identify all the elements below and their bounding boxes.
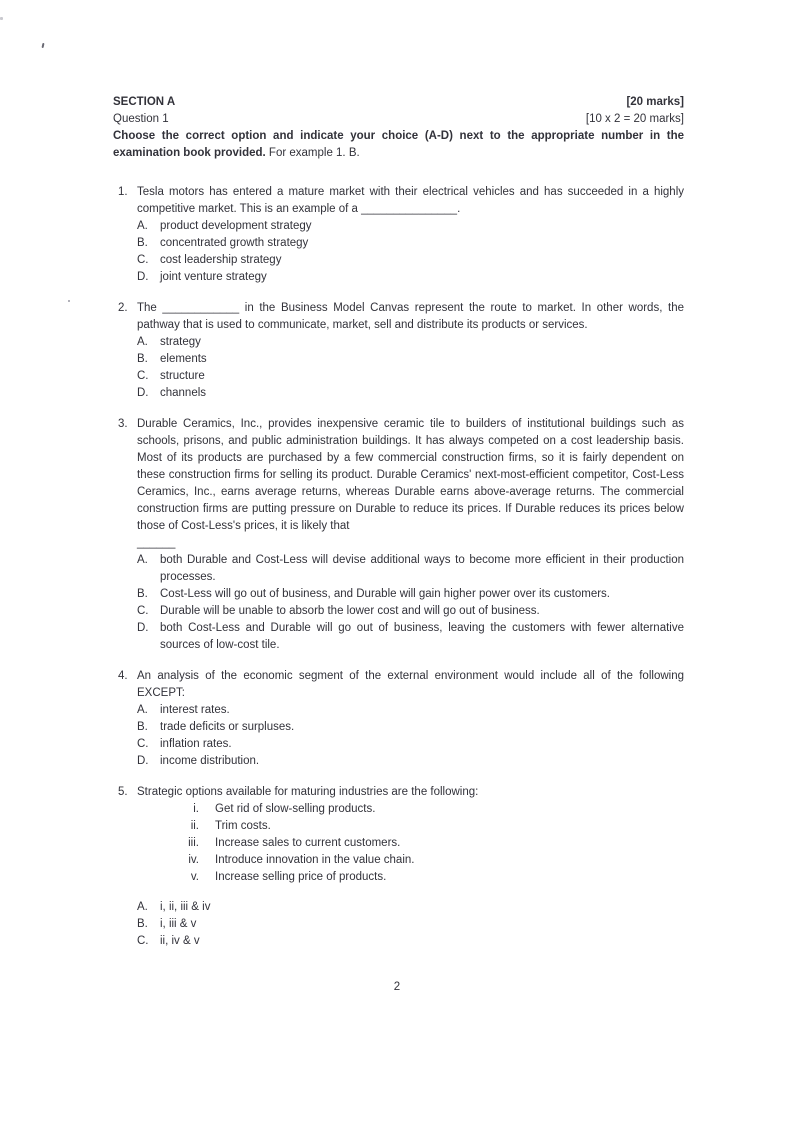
- question-list: [113, 184, 684, 950]
- page-number: 2: [393, 981, 401, 993]
- page-content: [113, 94, 684, 964]
- roman-numeral-label: iii.: [188, 837, 199, 849]
- option-text: joint venture strategy: [160, 271, 267, 283]
- roman-subitem-row: [137, 852, 684, 869]
- option-text: Cost-Less will go out of business, and Durable will gain higher power over its customers.: [160, 588, 610, 600]
- option-text: trade deficits or surpluses.: [160, 721, 295, 733]
- answer-blank-line: ______: [137, 537, 176, 549]
- subitem-text: Get rid of slow-selling products.: [215, 803, 376, 815]
- option-row: [137, 269, 684, 286]
- option-row: [137, 235, 684, 252]
- roman-numeral-label: iv.: [188, 854, 199, 866]
- option-row: [137, 218, 684, 235]
- option-text: income distribution.: [160, 755, 260, 767]
- question-number: 3.: [118, 418, 128, 430]
- option-text: elements: [160, 353, 207, 365]
- option-label: A.: [137, 901, 148, 913]
- question-number: 4.: [118, 670, 128, 682]
- question-text: An analysis of the economic segment of the external environment would include all of the following EXCEPT:: [137, 670, 684, 699]
- option-row: [137, 368, 684, 385]
- section-header-row: [113, 94, 684, 111]
- option-label: C.: [137, 370, 149, 382]
- option-text: Durable will be unable to absorb the lower cost and will go out of business.: [160, 605, 540, 617]
- option-text: interest rates.: [160, 704, 230, 716]
- question-header-row: [113, 111, 684, 128]
- scan-artifact-dot: [68, 300, 70, 302]
- option-label: B.: [137, 918, 148, 930]
- scan-artifact-edge-dot: [0, 17, 3, 20]
- roman-subitem-row: [137, 801, 684, 818]
- option-label: B.: [137, 353, 148, 365]
- option-row: [137, 586, 684, 603]
- question-body: [137, 784, 684, 950]
- option-row: [137, 719, 684, 736]
- question-item-1: [113, 184, 684, 286]
- option-label: D.: [137, 755, 149, 767]
- option-text: strategy: [160, 336, 201, 348]
- instruction-paragraph: [113, 128, 684, 162]
- option-label: C.: [137, 605, 149, 617]
- option-text: structure: [160, 370, 205, 382]
- question-item-3: [113, 416, 684, 654]
- roman-numeral-label: v.: [190, 871, 199, 883]
- option-row: [137, 916, 684, 933]
- option-text: cost leadership strategy: [160, 254, 282, 266]
- option-label: C.: [137, 254, 149, 266]
- subitem-text: Increase selling price of products.: [215, 871, 387, 883]
- roman-subitem-row: [137, 835, 684, 852]
- option-text: i, ii, iii & iv: [160, 901, 211, 913]
- option-text: concentrated growth strategy: [160, 237, 309, 249]
- roman-subitem-row: [137, 869, 684, 886]
- question-body: [137, 416, 684, 654]
- option-label: D.: [137, 387, 149, 399]
- option-label: B.: [137, 237, 148, 249]
- option-label: A.: [137, 336, 148, 348]
- subitem-text: Increase sales to current customers.: [215, 837, 401, 849]
- option-text: both Durable and Cost-Less will devise additional ways to become more efficient in their production processes.: [160, 554, 684, 583]
- question-text: Durable Ceramics, Inc., provides inexpensive ceramic tile to builders of institutional buildings such as schools, prisons, and public administration buildings. It has always competed on a cost leadership basis. Most of its products are purchased by a few commercial construction firms, so it is fairly dependent on these construction firms for selling its product. Durable Ceramics' next-most-efficient competitor, Cost-Less Ceramics, Inc., earns average returns, whereas Durable earns above-average returns. The commercial construction firms are putting pressure on Durable to reduce its prices. If Durable reduces its prices below those of Cost-Less's prices, it is likely that: [137, 418, 684, 532]
- question-body: [137, 300, 684, 402]
- roman-numeral-label: i.: [193, 803, 199, 815]
- option-label: C.: [137, 935, 149, 947]
- option-row: [137, 933, 684, 950]
- option-text: both Cost-Less and Durable will go out of business, leaving the customers with fewer alternative sources of low-cost tile.: [160, 622, 684, 651]
- option-row: [137, 385, 684, 402]
- option-label: C.: [137, 738, 149, 750]
- option-row: [137, 702, 684, 719]
- option-label: B.: [137, 721, 148, 733]
- question-number: 5.: [118, 786, 128, 798]
- subitem-text: Introduce innovation in the value chain.: [215, 854, 415, 866]
- option-text: channels: [160, 387, 207, 399]
- question-body: [137, 184, 684, 286]
- question-number: 1.: [118, 186, 128, 198]
- question-marks: [10 x 2 = 20 marks]: [585, 113, 684, 125]
- question-item-4: [113, 668, 684, 770]
- scan-artifact-mark: [42, 43, 45, 48]
- option-row: [137, 736, 684, 753]
- question-text: Strategic options available for maturing industries are the following:: [137, 786, 479, 798]
- option-label: A.: [137, 704, 148, 716]
- instruction-bold-text: Choose the correct option and indicate your choice (A-D) next to the appropriate number in the examination book provided.: [113, 130, 684, 159]
- question-label: Question 1: [113, 113, 169, 125]
- option-label: D.: [137, 271, 149, 283]
- option-row: [137, 603, 684, 620]
- subitem-text: Trim costs.: [215, 820, 271, 832]
- question-body: [137, 668, 684, 770]
- question-text: The ____________ in the Business Model Canvas represent the route to market. In other words, the pathway that is used to communicate, market, sell and distribute its products or services.: [137, 302, 684, 331]
- question-item-5: [113, 784, 684, 950]
- roman-numeral-label: ii.: [190, 820, 199, 832]
- question-number: 2.: [118, 302, 128, 314]
- option-row: [137, 334, 684, 351]
- option-row: [137, 753, 684, 770]
- option-label: B.: [137, 588, 148, 600]
- option-text: i, iii & v: [160, 918, 197, 930]
- question-text: Tesla motors has entered a mature market with their electrical vehicles and has succeeded in a highly competitive market. This is an example of a _______________.: [137, 186, 684, 215]
- option-text: product development strategy: [160, 220, 312, 232]
- instruction-example-text: For example 1. B.: [268, 147, 360, 159]
- section-marks: [20 marks]: [626, 96, 684, 108]
- section-title: SECTION A: [113, 96, 176, 108]
- option-row: [137, 899, 684, 916]
- option-text: inflation rates.: [160, 738, 232, 750]
- option-row: [137, 620, 684, 654]
- roman-subitem-row: [137, 818, 684, 835]
- option-text: ii, iv & v: [160, 935, 200, 947]
- option-row: [137, 552, 684, 586]
- option-label: A.: [137, 220, 148, 232]
- option-row: [137, 252, 684, 269]
- option-label: D.: [137, 622, 149, 634]
- option-label: A.: [137, 554, 148, 566]
- question-item-2: [113, 300, 684, 402]
- option-row: [137, 351, 684, 368]
